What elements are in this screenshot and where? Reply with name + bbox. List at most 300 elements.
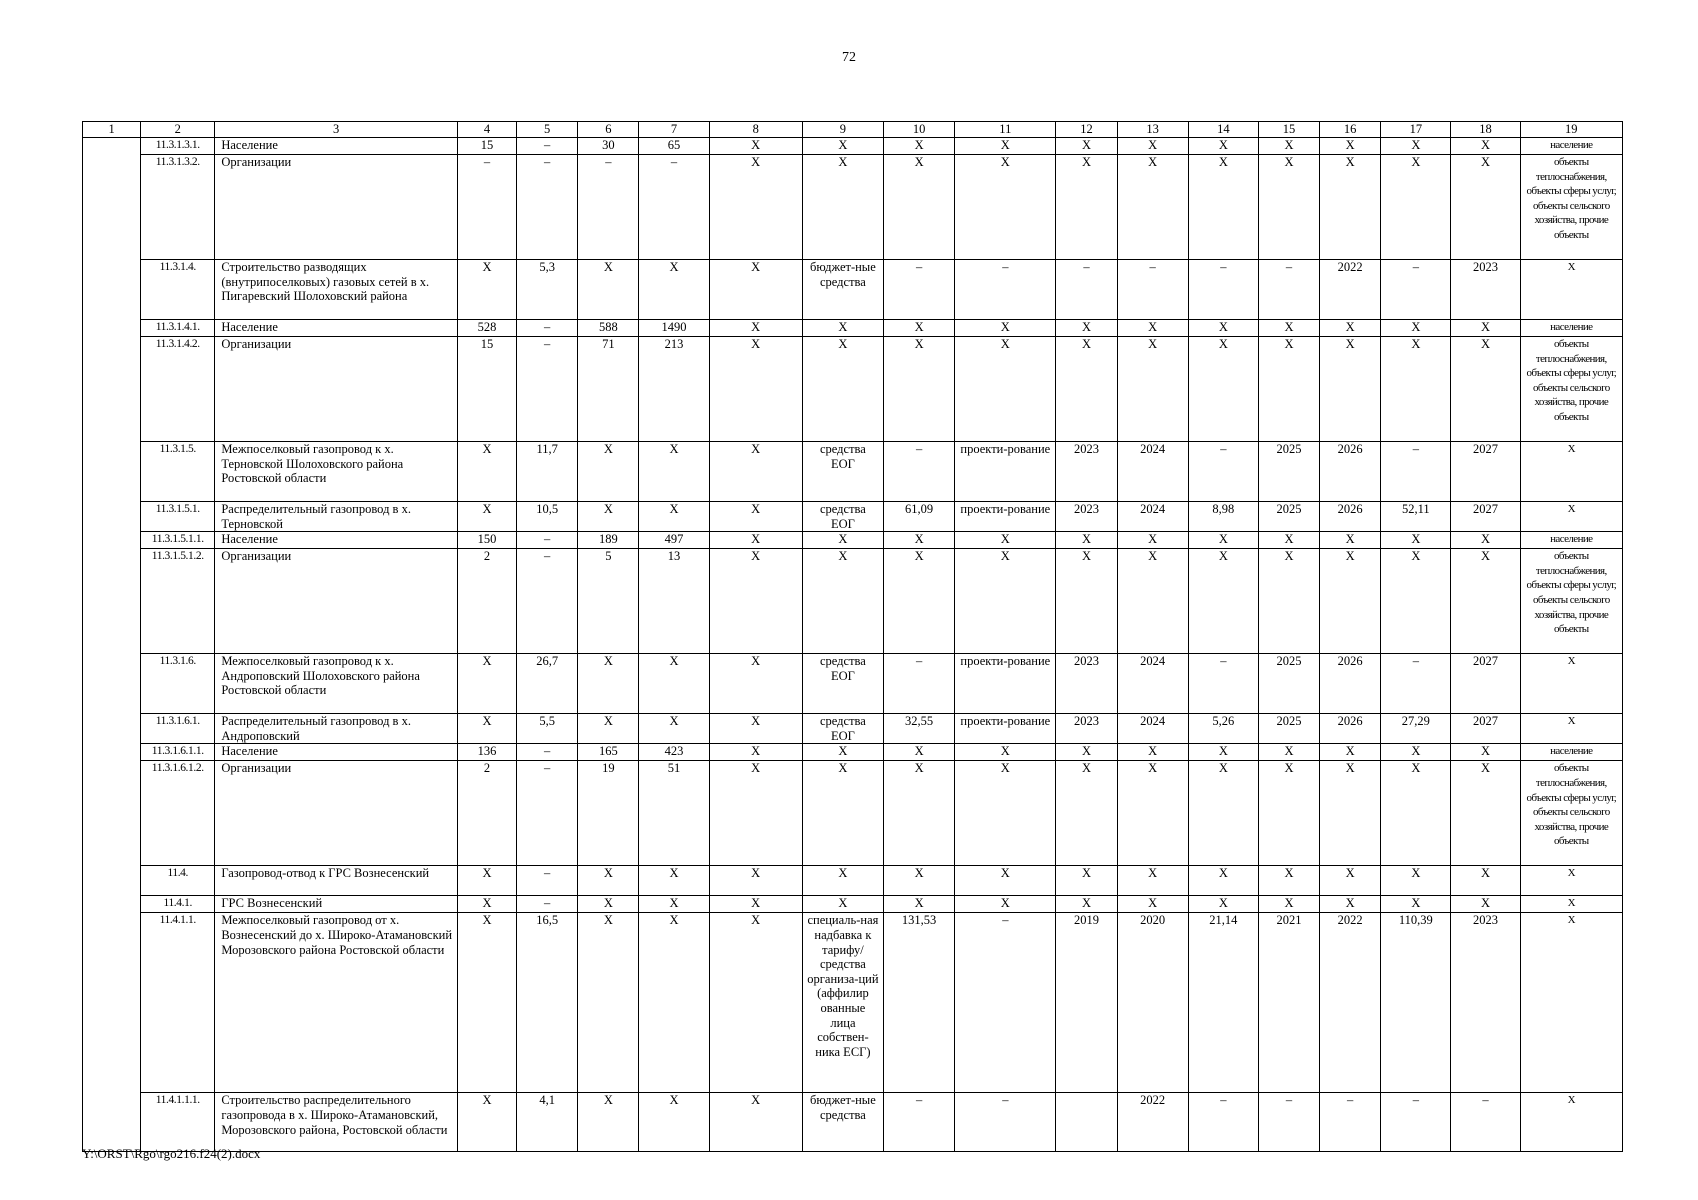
- header-cell-12: 12: [1056, 122, 1117, 138]
- cell-col-9: средства ЕОГ: [802, 714, 883, 744]
- cell-col-11: Х: [955, 155, 1056, 260]
- cell-col-15: Х: [1258, 337, 1319, 442]
- table-row: [83, 155, 1623, 260]
- table-row: [83, 337, 1623, 442]
- cell-col-18: Х: [1451, 337, 1520, 442]
- cell-col-7: 497: [639, 532, 709, 549]
- table-row: [83, 866, 1623, 896]
- cell-col-5: –: [517, 896, 578, 913]
- table-row: [83, 260, 1623, 320]
- cell-col-8: Х: [709, 502, 802, 532]
- row-name-cell: Строительство разводящих (внутрипоселковых) газовых сетей в х. Пигаревский Шолоховский района: [215, 260, 458, 320]
- row-name-cell: Организации: [215, 761, 458, 866]
- cell-col-7: Х: [639, 442, 709, 502]
- cell-col-16: Х: [1320, 337, 1381, 442]
- consumer-category-cell: население: [1520, 138, 1622, 155]
- cell-col-18: 2027: [1451, 502, 1520, 532]
- row-number-cell: 11.3.1.4.2.: [141, 337, 215, 442]
- header-cell-3: 3: [215, 122, 458, 138]
- cell-col-5: 11,7: [517, 442, 578, 502]
- header-cell-4: 4: [457, 122, 516, 138]
- cell-col-15: 2025: [1258, 442, 1319, 502]
- cell-col-4: Х: [457, 913, 516, 1093]
- cell-col-14: Х: [1188, 896, 1258, 913]
- cell-col-16: Х: [1320, 320, 1381, 337]
- cell-col-8: Х: [709, 896, 802, 913]
- cell-col-4: –: [457, 155, 516, 260]
- row-number-cell: 11.3.1.5.1.1.: [141, 532, 215, 549]
- cell-col-14: Х: [1188, 337, 1258, 442]
- cell-col-5: 4,1: [517, 1093, 578, 1152]
- row-number-cell: 11.3.1.3.2.: [141, 155, 215, 260]
- cell-col-10: 61,09: [884, 502, 955, 532]
- cell-col-4: Х: [457, 714, 516, 744]
- row-number-cell: 11.4.1.: [141, 896, 215, 913]
- cell-col-15: 2025: [1258, 654, 1319, 714]
- cell-col-7: Х: [639, 714, 709, 744]
- cell-col-16: Х: [1320, 138, 1381, 155]
- cell-col-15: Х: [1258, 744, 1319, 761]
- cell-col-16: Х: [1320, 155, 1381, 260]
- consumer-category-cell: Х: [1520, 896, 1622, 913]
- cell-col-10: Х: [884, 320, 955, 337]
- col-1-merged-cell: [83, 138, 141, 1152]
- cell-col-11: Х: [955, 866, 1056, 896]
- cell-col-17: –: [1381, 442, 1451, 502]
- cell-col-12: 2023: [1056, 654, 1117, 714]
- row-name-cell: Строительство распределительного газопровода в х. Широко-Атамановский, Морозовского района, Ростовской области: [215, 1093, 458, 1152]
- cell-col-17: Х: [1381, 138, 1451, 155]
- cell-col-18: 2027: [1451, 714, 1520, 744]
- cell-col-18: 2027: [1451, 442, 1520, 502]
- row-number-cell: 11.3.1.4.1.: [141, 320, 215, 337]
- cell-col-9: бюджет-ные средства: [802, 260, 883, 320]
- cell-col-11: –: [955, 913, 1056, 1093]
- cell-col-18: 2023: [1451, 913, 1520, 1093]
- cell-col-12: Х: [1056, 320, 1117, 337]
- cell-col-7: –: [639, 155, 709, 260]
- cell-col-6: Х: [578, 654, 639, 714]
- cell-col-18: Х: [1451, 138, 1520, 155]
- row-number-cell: 11.4.1.1.: [141, 913, 215, 1093]
- header-cell-5: 5: [517, 122, 578, 138]
- cell-col-10: Х: [884, 744, 955, 761]
- cell-col-8: Х: [709, 260, 802, 320]
- cell-col-7: 1490: [639, 320, 709, 337]
- cell-col-11: проекти-рование: [955, 714, 1056, 744]
- cell-col-17: –: [1381, 654, 1451, 714]
- row-number-cell: 11.4.1.1.1.: [141, 1093, 215, 1152]
- cell-col-16: Х: [1320, 761, 1381, 866]
- cell-col-11: проекти-рование: [955, 442, 1056, 502]
- cell-col-8: Х: [709, 744, 802, 761]
- cell-col-12: 2019: [1056, 913, 1117, 1093]
- cell-col-8: Х: [709, 913, 802, 1093]
- cell-col-6: Х: [578, 1093, 639, 1152]
- cell-col-13: Х: [1117, 138, 1188, 155]
- row-name-cell: Организации: [215, 337, 458, 442]
- cell-col-13: 2024: [1117, 714, 1188, 744]
- cell-col-7: Х: [639, 896, 709, 913]
- cell-col-8: Х: [709, 866, 802, 896]
- cell-col-10: Х: [884, 337, 955, 442]
- cell-col-13: 2024: [1117, 502, 1188, 532]
- cell-col-11: Х: [955, 761, 1056, 866]
- cell-col-14: Х: [1188, 155, 1258, 260]
- cell-col-8: Х: [709, 654, 802, 714]
- cell-col-18: Х: [1451, 866, 1520, 896]
- cell-col-12: Х: [1056, 138, 1117, 155]
- cell-col-5: 10,5: [517, 502, 578, 532]
- cell-col-6: Х: [578, 714, 639, 744]
- cell-col-16: –: [1320, 1093, 1381, 1152]
- cell-col-18: Х: [1451, 896, 1520, 913]
- cell-col-7: 51: [639, 761, 709, 866]
- cell-col-17: Х: [1381, 744, 1451, 761]
- cell-col-9: Х: [802, 744, 883, 761]
- table-row: [83, 532, 1623, 549]
- row-name-cell: Межпоселковый газопровод к х. Терновской Шолоховского района Ростовской области: [215, 442, 458, 502]
- cell-col-11: Х: [955, 320, 1056, 337]
- cell-col-7: 13: [639, 549, 709, 654]
- table-row: [83, 761, 1623, 866]
- cell-col-4: 15: [457, 138, 516, 155]
- cell-col-17: Х: [1381, 320, 1451, 337]
- cell-col-5: –: [517, 549, 578, 654]
- cell-col-12: Х: [1056, 532, 1117, 549]
- row-number-cell: 11.3.1.5.1.2.: [141, 549, 215, 654]
- row-name-cell: ГРС Вознесенский: [215, 896, 458, 913]
- cell-col-14: Х: [1188, 744, 1258, 761]
- cell-col-12: Х: [1056, 761, 1117, 866]
- cell-col-17: Х: [1381, 532, 1451, 549]
- cell-col-16: Х: [1320, 896, 1381, 913]
- cell-col-6: 189: [578, 532, 639, 549]
- cell-col-10: Х: [884, 866, 955, 896]
- cell-col-8: Х: [709, 337, 802, 442]
- cell-col-10: Х: [884, 896, 955, 913]
- cell-col-15: 2025: [1258, 502, 1319, 532]
- cell-col-15: Х: [1258, 532, 1319, 549]
- cell-col-14: –: [1188, 442, 1258, 502]
- cell-col-12: [1056, 1093, 1117, 1152]
- cell-col-10: –: [884, 654, 955, 714]
- cell-col-17: 27,29: [1381, 714, 1451, 744]
- table-row: [83, 714, 1623, 744]
- cell-col-12: 2023: [1056, 502, 1117, 532]
- cell-col-12: Х: [1056, 337, 1117, 442]
- table-row: [83, 442, 1623, 502]
- cell-col-4: Х: [457, 442, 516, 502]
- cell-col-14: Х: [1188, 320, 1258, 337]
- cell-col-8: Х: [709, 549, 802, 654]
- cell-col-4: Х: [457, 866, 516, 896]
- cell-col-9: Х: [802, 761, 883, 866]
- consumer-category-cell: Х: [1520, 714, 1622, 744]
- cell-col-11: Х: [955, 549, 1056, 654]
- cell-col-6: 30: [578, 138, 639, 155]
- cell-col-17: Х: [1381, 549, 1451, 654]
- cell-col-17: Х: [1381, 866, 1451, 896]
- cell-col-6: Х: [578, 442, 639, 502]
- cell-col-5: –: [517, 138, 578, 155]
- cell-col-4: Х: [457, 896, 516, 913]
- row-number-cell: 11.3.1.6.1.1.: [141, 744, 215, 761]
- consumer-category-cell: Х: [1520, 866, 1622, 896]
- cell-col-8: Х: [709, 761, 802, 866]
- header-cell-19: 19: [1520, 122, 1622, 138]
- table-row: [83, 744, 1623, 761]
- cell-col-18: 2027: [1451, 654, 1520, 714]
- cell-col-5: –: [517, 532, 578, 549]
- row-number-cell: 11.4.: [141, 866, 215, 896]
- cell-col-12: 2023: [1056, 714, 1117, 744]
- consumer-category-cell: Х: [1520, 442, 1622, 502]
- cell-col-10: Х: [884, 155, 955, 260]
- cell-col-4: 150: [457, 532, 516, 549]
- cell-col-12: Х: [1056, 866, 1117, 896]
- cell-col-14: –: [1188, 654, 1258, 714]
- row-number-cell: 11.3.1.6.: [141, 654, 215, 714]
- consumer-category-cell: объекты теплоснабжения, объекты сферы услуг, объекты сельского хозяйства, прочие объекты: [1520, 761, 1622, 866]
- consumer-category-cell: Х: [1520, 502, 1622, 532]
- cell-col-11: –: [955, 260, 1056, 320]
- table-row: [83, 320, 1623, 337]
- cell-col-16: 2022: [1320, 260, 1381, 320]
- cell-col-8: Х: [709, 138, 802, 155]
- header-cell-8: 8: [709, 122, 802, 138]
- cell-col-9: средства ЕОГ: [802, 502, 883, 532]
- cell-col-15: Х: [1258, 866, 1319, 896]
- header-cell-2: 2: [141, 122, 215, 138]
- cell-col-5: 5,3: [517, 260, 578, 320]
- cell-col-11: Х: [955, 532, 1056, 549]
- cell-col-16: 2026: [1320, 442, 1381, 502]
- cell-col-16: Х: [1320, 744, 1381, 761]
- cell-col-8: Х: [709, 532, 802, 549]
- cell-col-9: Х: [802, 337, 883, 442]
- cell-col-18: Х: [1451, 744, 1520, 761]
- cell-col-9: средства ЕОГ: [802, 654, 883, 714]
- cell-col-13: 2024: [1117, 654, 1188, 714]
- cell-col-17: Х: [1381, 761, 1451, 866]
- cell-col-12: Х: [1056, 549, 1117, 654]
- cell-col-13: Х: [1117, 761, 1188, 866]
- cell-col-14: Х: [1188, 761, 1258, 866]
- cell-col-10: 131,53: [884, 913, 955, 1093]
- header-cell-16: 16: [1320, 122, 1381, 138]
- cell-col-8: Х: [709, 155, 802, 260]
- page-number: 72: [842, 50, 856, 65]
- cell-col-6: 71: [578, 337, 639, 442]
- cell-col-7: Х: [639, 260, 709, 320]
- table-row: [83, 502, 1623, 532]
- cell-col-9: Х: [802, 320, 883, 337]
- cell-col-13: 2020: [1117, 913, 1188, 1093]
- cell-col-13: –: [1117, 260, 1188, 320]
- cell-col-10: Х: [884, 138, 955, 155]
- cell-col-11: –: [955, 1093, 1056, 1152]
- cell-col-14: 21,14: [1188, 913, 1258, 1093]
- cell-col-5: 5,5: [517, 714, 578, 744]
- consumer-category-cell: объекты теплоснабжения, объекты сферы услуг, объекты сельского хозяйства, прочие объекты: [1520, 549, 1622, 654]
- row-name-cell: Население: [215, 138, 458, 155]
- cell-col-17: 110,39: [1381, 913, 1451, 1093]
- row-number-cell: 11.3.1.4.: [141, 260, 215, 320]
- cell-col-15: 2025: [1258, 714, 1319, 744]
- cell-col-5: –: [517, 155, 578, 260]
- consumer-category-cell: население: [1520, 320, 1622, 337]
- cell-col-11: Х: [955, 896, 1056, 913]
- table-row: [83, 896, 1623, 913]
- cell-col-16: 2022: [1320, 913, 1381, 1093]
- row-name-cell: Организации: [215, 155, 458, 260]
- consumer-category-cell: Х: [1520, 260, 1622, 320]
- footer-file-path: Y:\ORST\Rgo\rgo216.f24(2).docx: [82, 1146, 261, 1161]
- cell-col-9: Х: [802, 549, 883, 654]
- cell-col-14: –: [1188, 1093, 1258, 1152]
- header-cell-18: 18: [1451, 122, 1520, 138]
- cell-col-16: 2026: [1320, 654, 1381, 714]
- header-cell-9: 9: [802, 122, 883, 138]
- header-cell-13: 13: [1117, 122, 1188, 138]
- cell-col-11: проекти-рование: [955, 654, 1056, 714]
- cell-col-4: 528: [457, 320, 516, 337]
- row-number-cell: 11.3.1.3.1.: [141, 138, 215, 155]
- cell-col-15: Х: [1258, 320, 1319, 337]
- cell-col-10: Х: [884, 532, 955, 549]
- cell-col-12: Х: [1056, 896, 1117, 913]
- consumer-category-cell: объекты теплоснабжения, объекты сферы услуг, объекты сельского хозяйства, прочие объекты: [1520, 155, 1622, 260]
- cell-col-15: –: [1258, 260, 1319, 320]
- cell-col-10: –: [884, 1093, 955, 1152]
- cell-col-8: Х: [709, 1093, 802, 1152]
- header-cell-17: 17: [1381, 122, 1451, 138]
- cell-col-17: –: [1381, 1093, 1451, 1152]
- cell-col-15: 2021: [1258, 913, 1319, 1093]
- cell-col-18: 2023: [1451, 260, 1520, 320]
- cell-col-14: –: [1188, 260, 1258, 320]
- row-name-cell: Межпоселковый газопровод от х. Вознесенский до х. Широко-Атамановский Морозовского района Ростовской области: [215, 913, 458, 1093]
- cell-col-4: 2: [457, 761, 516, 866]
- cell-col-5: 16,5: [517, 913, 578, 1093]
- cell-col-11: Х: [955, 138, 1056, 155]
- cell-col-5: –: [517, 744, 578, 761]
- cell-col-5: 26,7: [517, 654, 578, 714]
- cell-col-7: 423: [639, 744, 709, 761]
- header-cell-1: 1: [83, 122, 141, 138]
- table-row: [83, 1093, 1623, 1152]
- cell-col-13: 2024: [1117, 442, 1188, 502]
- cell-col-11: проекти-рование: [955, 502, 1056, 532]
- data-table: [82, 121, 1623, 1152]
- cell-col-6: Х: [578, 260, 639, 320]
- table-row: [83, 549, 1623, 654]
- cell-col-11: Х: [955, 744, 1056, 761]
- cell-col-16: Х: [1320, 549, 1381, 654]
- table-row: [83, 913, 1623, 1093]
- row-name-cell: Население: [215, 320, 458, 337]
- cell-col-13: Х: [1117, 320, 1188, 337]
- cell-col-15: Х: [1258, 155, 1319, 260]
- row-number-cell: 11.3.1.6.1.2.: [141, 761, 215, 866]
- cell-col-14: Х: [1188, 532, 1258, 549]
- cell-col-12: –: [1056, 260, 1117, 320]
- cell-col-7: 213: [639, 337, 709, 442]
- cell-col-12: Х: [1056, 155, 1117, 260]
- cell-col-9: Х: [802, 138, 883, 155]
- cell-col-7: 65: [639, 138, 709, 155]
- consumer-category-cell: объекты теплоснабжения, объекты сферы услуг, объекты сельского хозяйства, прочие объекты: [1520, 337, 1622, 442]
- cell-col-6: 19: [578, 761, 639, 866]
- header-cell-15: 15: [1258, 122, 1319, 138]
- cell-col-7: Х: [639, 913, 709, 1093]
- cell-col-4: 136: [457, 744, 516, 761]
- cell-col-9: Х: [802, 532, 883, 549]
- cell-col-17: Х: [1381, 896, 1451, 913]
- cell-col-14: Х: [1188, 866, 1258, 896]
- consumer-category-cell: Х: [1520, 913, 1622, 1093]
- cell-col-18: Х: [1451, 761, 1520, 866]
- header-cell-11: 11: [955, 122, 1056, 138]
- cell-col-9: Х: [802, 866, 883, 896]
- cell-col-13: 2022: [1117, 1093, 1188, 1152]
- cell-col-9: средства ЕОГ: [802, 442, 883, 502]
- row-number-cell: 11.3.1.6.1.: [141, 714, 215, 744]
- row-name-cell: Распределительный газопровод в х. Терновской: [215, 502, 458, 532]
- cell-col-6: 5: [578, 549, 639, 654]
- cell-col-5: –: [517, 761, 578, 866]
- cell-col-8: Х: [709, 714, 802, 744]
- cell-col-9: Х: [802, 155, 883, 260]
- cell-col-6: Х: [578, 866, 639, 896]
- cell-col-9: бюджет-ные средства: [802, 1093, 883, 1152]
- row-number-cell: 11.3.1.5.1.: [141, 502, 215, 532]
- cell-col-16: 2026: [1320, 502, 1381, 532]
- row-name-cell: Межпоселковый газопровод к х. Андроповский Шолоховского района Ростовской области: [215, 654, 458, 714]
- header-cell-7: 7: [639, 122, 709, 138]
- cell-col-6: 588: [578, 320, 639, 337]
- cell-col-10: Х: [884, 761, 955, 866]
- cell-col-17: –: [1381, 260, 1451, 320]
- consumer-category-cell: население: [1520, 744, 1622, 761]
- cell-col-18: Х: [1451, 320, 1520, 337]
- cell-col-6: Х: [578, 502, 639, 532]
- row-name-cell: Население: [215, 744, 458, 761]
- cell-col-8: Х: [709, 320, 802, 337]
- cell-col-10: –: [884, 442, 955, 502]
- cell-col-13: Х: [1117, 866, 1188, 896]
- cell-col-10: 32,55: [884, 714, 955, 744]
- cell-col-7: Х: [639, 502, 709, 532]
- cell-col-13: Х: [1117, 744, 1188, 761]
- header-cell-14: 14: [1188, 122, 1258, 138]
- cell-col-6: 165: [578, 744, 639, 761]
- row-name-cell: Распределительный газопровод в х. Андроповский: [215, 714, 458, 744]
- cell-col-6: Х: [578, 896, 639, 913]
- cell-col-4: 15: [457, 337, 516, 442]
- cell-col-5: –: [517, 337, 578, 442]
- cell-col-5: –: [517, 320, 578, 337]
- cell-col-15: –: [1258, 1093, 1319, 1152]
- cell-col-18: Х: [1451, 155, 1520, 260]
- cell-col-4: Х: [457, 260, 516, 320]
- cell-col-10: Х: [884, 549, 955, 654]
- cell-col-11: Х: [955, 337, 1056, 442]
- cell-col-18: Х: [1451, 532, 1520, 549]
- cell-col-17: 52,11: [1381, 502, 1451, 532]
- consumer-category-cell: население: [1520, 532, 1622, 549]
